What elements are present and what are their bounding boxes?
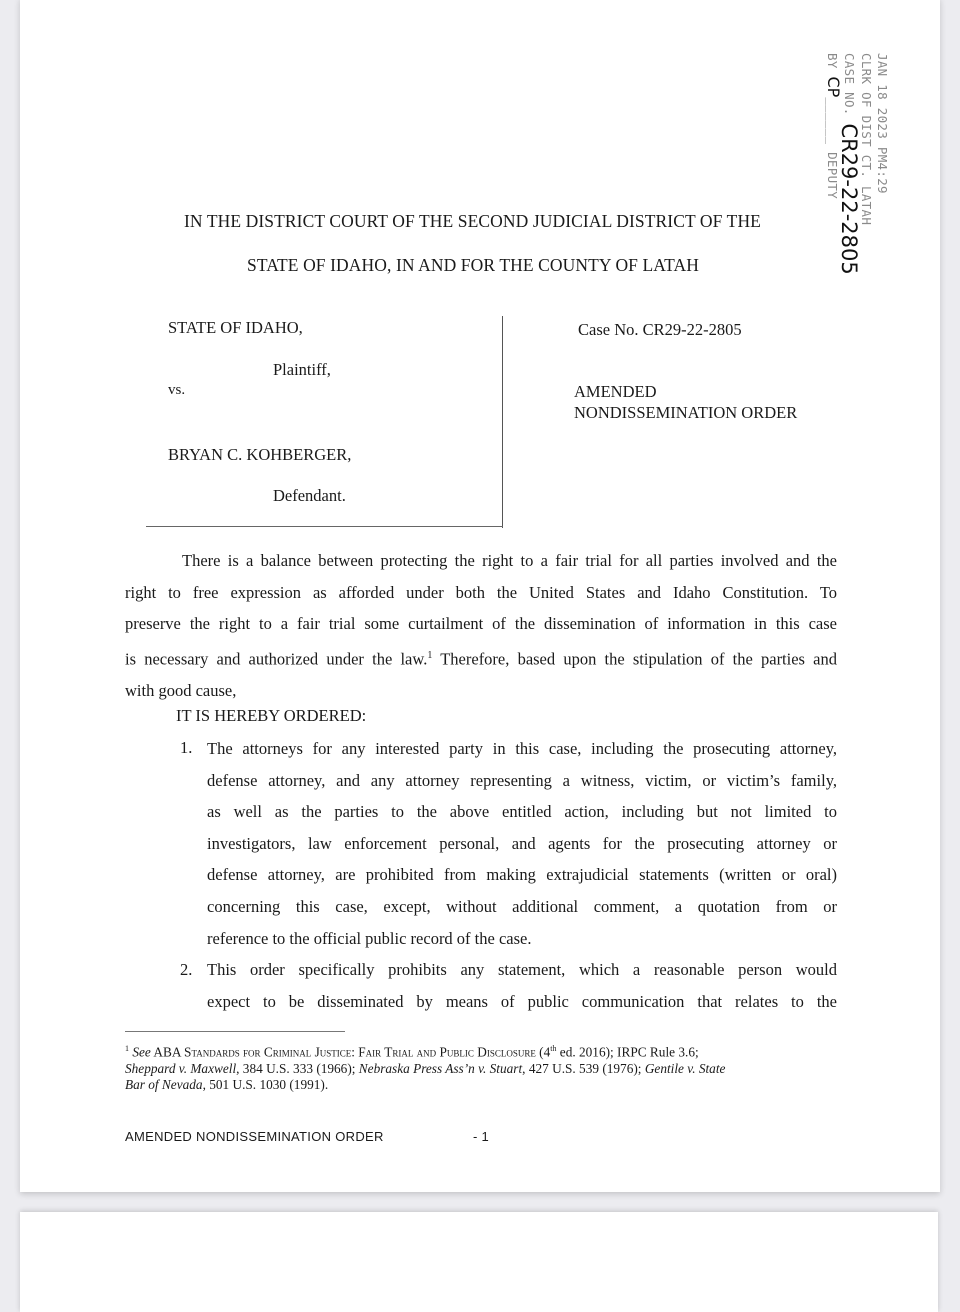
ordered-heading: IT IS HEREBY ORDERED: <box>176 706 367 725</box>
footnote-ed: (4 <box>535 1044 551 1060</box>
defendant-role: Defendant. <box>273 486 346 505</box>
item-line: reference to the official public record of the case. <box>207 928 532 948</box>
item-line: The attorneys for any interested party in this case, including the prosecuting attorney, <box>207 739 837 758</box>
footnote <box>125 1041 837 1094</box>
item-line: investigators, law enforcement personal, and agents for the prosecuting attorney or <box>207 833 837 853</box>
footnote-case-3b: Bar of Nevada <box>125 1077 203 1093</box>
document-page-2 <box>20 1212 938 1312</box>
intro-line-text-cont: Therefore, based upon the stipulation of the parties and <box>432 649 837 669</box>
defendant-name: BRYAN C. KOHBERGER, <box>168 445 352 464</box>
intro-line: right to free expression as afforded under both the United States and Idaho Constitution. To <box>125 582 837 602</box>
footnote-ed-close: ed. 2016); IRPC Rule 3.6; <box>556 1044 699 1060</box>
stamp-case-line <box>837 53 861 275</box>
footnote-cite-1: , 384 U.S. 333 (1966); <box>236 1060 359 1076</box>
plaintiff-role: Plaintiff, <box>273 360 331 379</box>
document-page-1 <box>20 0 940 1192</box>
item-line: concerning this case, except, without additional comment, a quotation from or <box>207 896 837 916</box>
intro-line <box>125 640 837 675</box>
stamp-clerk: CLRK OF DIST CT. LATAH <box>859 53 875 226</box>
caption-vertical-rule <box>502 316 503 528</box>
order-title-line-2: NONDISSEMINATION ORDER <box>574 403 798 422</box>
stamp-by-line: BY CP______ DEPUTY <box>824 53 844 200</box>
footnote-standards: Standards for Criminal Justice: Fair Trial and Public Disclosure <box>184 1044 536 1060</box>
plaintiff-name: STATE OF IDAHO, <box>168 318 303 337</box>
caption-horizontal-rule <box>146 526 503 527</box>
court-heading-line-1: IN THE DISTRICT COURT OF THE SECOND JUDICIAL DISTRICT OF THE <box>184 211 761 231</box>
stamp-case-label: CASE NO. <box>842 53 857 116</box>
footnote-case-1: Sheppard v. Maxwell <box>125 1060 237 1076</box>
footnote-mark: 1 <box>125 1044 129 1053</box>
page-number: - 1 <box>473 1129 490 1144</box>
stamp-date: JAN 18 2023 PM4:29 <box>875 53 890 194</box>
footnote-ed-sup: th <box>550 1044 557 1053</box>
footnote-case-2: Nebraska Press Ass’n v. Stuart <box>358 1060 523 1076</box>
stamp-initials-handwritten: CP <box>824 76 844 98</box>
intro-line: There is a balance between protecting the right to a fair trial for all parties involved and the <box>182 551 837 570</box>
filing-stamp <box>825 53 890 275</box>
stamp-deputy-label: DEPUTY <box>825 152 841 200</box>
order-item-1 <box>207 733 837 954</box>
item-line: as well as the parties to the above entitled action, including but not limited to <box>207 802 837 822</box>
order-title-line-1: AMENDED <box>574 382 657 401</box>
item-line: expect to be disseminated by means of public communication that relates to the <box>207 991 837 1011</box>
footnote-rule <box>125 1031 345 1032</box>
intro-line-text: is necessary and authorized under the law. <box>125 649 428 669</box>
item-number: 2. <box>180 960 193 979</box>
item-number: 1. <box>180 738 193 757</box>
footer-title: AMENDED NONDISSEMINATION ORDER <box>125 1129 384 1144</box>
case-number: Case No. CR29-22-2805 <box>578 320 742 339</box>
versus: vs. <box>168 382 186 398</box>
item-line: defense attorney, and any attorney representing a witness, victim, or victim’s family, <box>207 770 837 790</box>
item-line: defense attorney, are prohibited from making extrajudicial statements (written or oral) <box>207 865 837 885</box>
court-heading-line-2: STATE OF IDAHO, IN AND FOR THE COUNTY OF LATAH <box>247 255 699 275</box>
footnote-cite-3: , 501 U.S. 1030 (1991). <box>202 1077 329 1093</box>
stamp-case-number-handwritten: CR29-22-2805 <box>837 123 861 275</box>
footnote-cite-2: , 427 U.S. 539 (1976); <box>522 1060 645 1076</box>
intro-line: with good cause, <box>125 680 237 700</box>
order-item-2 <box>207 954 837 1017</box>
item-line: This order specifically prohibits any statement, which a reasonable person would <box>207 960 837 979</box>
footnote-reference[interactable]: 1 <box>427 649 433 661</box>
intro-paragraph <box>125 545 837 706</box>
intro-line: preserve the right to a fair trial some curtailment of the dissemination of information in this case <box>125 614 837 634</box>
footnote-see: See <box>132 1044 151 1060</box>
stamp-by-label: BY <box>825 53 841 69</box>
footnote-aba: ABA <box>150 1044 185 1060</box>
footnote-case-3a: Gentile v. State <box>644 1060 726 1076</box>
